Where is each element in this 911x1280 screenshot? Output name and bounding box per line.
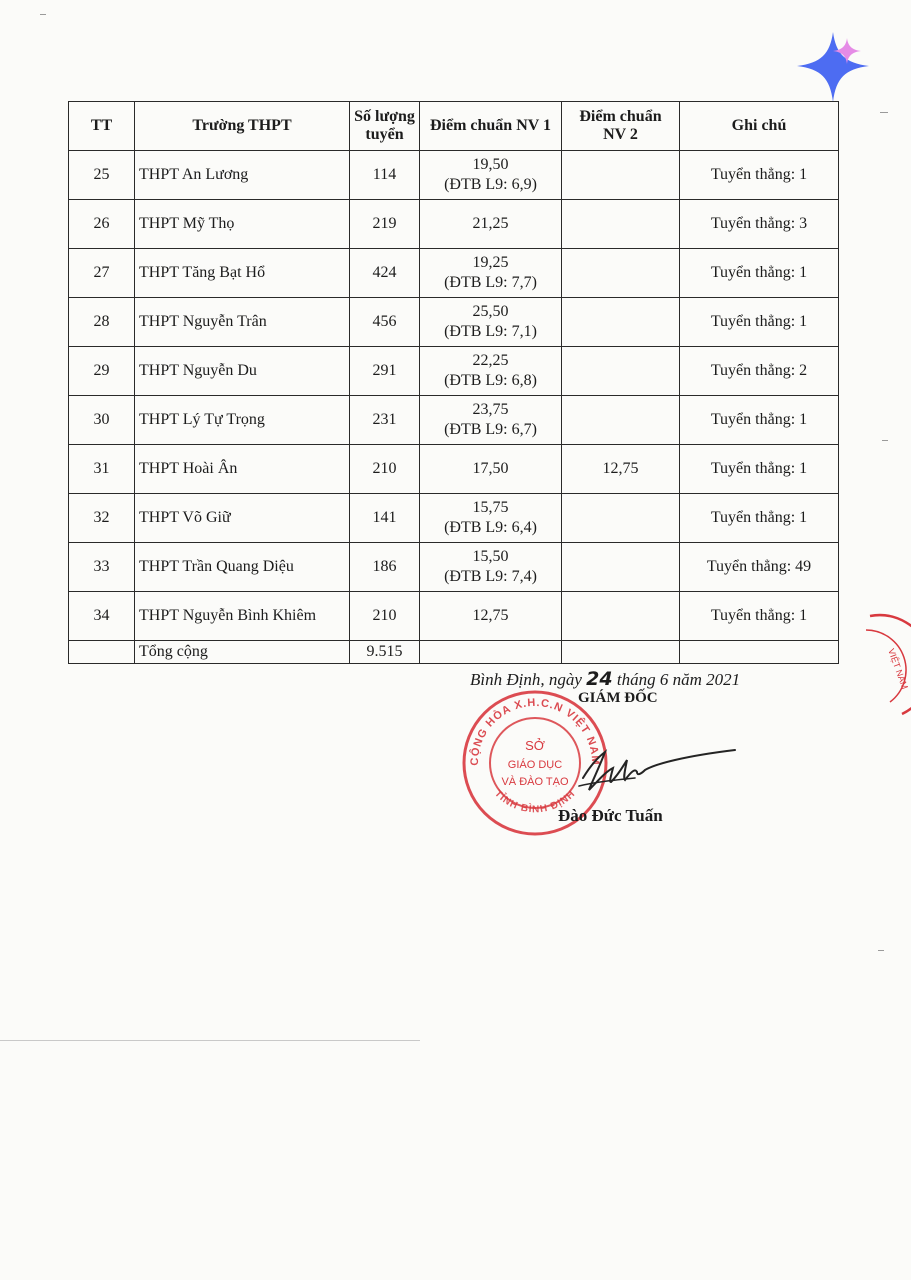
row-nv2: [562, 151, 680, 200]
header-note: Ghi chú: [680, 102, 839, 151]
row-nv1: [420, 151, 562, 200]
signer-role: GIÁM ĐỐC: [578, 690, 658, 706]
row-tt: 32: [69, 494, 135, 543]
total-label: Tổng cộng: [135, 641, 350, 664]
signer-name: Đào Đức Tuấn: [558, 806, 663, 825]
row-quota: 114: [350, 151, 420, 200]
row-nv2: [562, 200, 680, 249]
scan-mark: [880, 112, 888, 113]
row-note: Tuyển thẳng: 3: [680, 200, 839, 249]
total-quota: 9.515: [350, 641, 420, 664]
nv1-score: 17,50: [472, 460, 509, 477]
row-quota: 210: [350, 445, 420, 494]
row-note: Tuyển thẳng: 1: [680, 151, 839, 200]
table-row: [69, 543, 839, 592]
row-school: THPT Võ Giữ: [135, 494, 350, 543]
row-nv1: [420, 543, 562, 592]
header-tt: TT: [69, 102, 135, 151]
header-nv1: Điểm chuẩn NV 1: [420, 102, 562, 151]
row-note: Tuyển thẳng: 1: [680, 494, 839, 543]
row-note: Tuyển thẳng: 1: [680, 592, 839, 641]
stamp-line2: GIÁO DỤC: [507, 759, 563, 771]
row-school: THPT Trần Quang Diệu: [135, 543, 350, 592]
total-tt-cell: [69, 641, 135, 664]
scan-mark: [40, 14, 46, 15]
row-nv1: [420, 592, 562, 641]
table-header-row: [69, 102, 839, 151]
row-quota: 186: [350, 543, 420, 592]
row-note: Tuyển thẳng: 1: [680, 249, 839, 298]
row-nv1: [420, 200, 562, 249]
table-row: [69, 347, 839, 396]
stamp-line1: SỞ: [525, 738, 545, 753]
row-school: THPT An Lương: [135, 151, 350, 200]
total-note-cell: [680, 641, 839, 664]
row-nv2: [562, 298, 680, 347]
header-nv2-line2: NV 2: [603, 126, 638, 143]
nv1-gpa-note: (ĐTB L9: 6,9): [444, 176, 537, 193]
nv1-score: 23,75: [472, 401, 509, 418]
row-nv1: [420, 396, 562, 445]
edge-stamp-text: VIỆT NAM: [886, 647, 910, 691]
header-nv2-line1: Điểm chuẩn: [579, 108, 662, 125]
row-school: THPT Lý Tự Trọng: [135, 396, 350, 445]
row-nv2: [562, 494, 680, 543]
row-tt: 27: [69, 249, 135, 298]
nv1-score: 25,50: [472, 303, 509, 320]
row-note: Tuyển thẳng: 1: [680, 298, 839, 347]
partial-edge-stamp: [862, 610, 911, 720]
scan-mark: [0, 1040, 420, 1041]
row-nv2: 12,75: [562, 445, 680, 494]
scan-mark: [878, 950, 884, 951]
row-tt: 30: [69, 396, 135, 445]
header-school: Trường THPT: [135, 102, 350, 151]
row-note: Tuyển thẳng: 49: [680, 543, 839, 592]
total-nv1-cell: [420, 641, 562, 664]
row-tt: 31: [69, 445, 135, 494]
table-row: [69, 494, 839, 543]
nv1-score: 15,50: [472, 548, 509, 565]
table-row: [69, 151, 839, 200]
nv1-gpa-note: (ĐTB L9: 7,4): [444, 568, 537, 585]
row-school: THPT Tăng Bạt Hổ: [135, 249, 350, 298]
row-tt: 29: [69, 347, 135, 396]
row-nv1: [420, 298, 562, 347]
header-nv2: [562, 102, 680, 151]
total-row: [69, 641, 839, 664]
row-quota: 424: [350, 249, 420, 298]
row-tt: 28: [69, 298, 135, 347]
nv1-score: 19,25: [472, 254, 509, 271]
scan-mark: [882, 440, 888, 441]
row-tt: 34: [69, 592, 135, 641]
row-quota: 291: [350, 347, 420, 396]
nv1-gpa-note: (ĐTB L9: 7,1): [444, 323, 537, 340]
nv1-score: 22,25: [472, 352, 509, 369]
row-nv1: [420, 249, 562, 298]
stamp-bottom-text: TỈNH BÌNH ĐỊNH: [492, 788, 578, 816]
row-school: THPT Nguyễn Trân: [135, 298, 350, 347]
row-nv1: [420, 445, 562, 494]
table-row: [69, 298, 839, 347]
nv1-gpa-note: (ĐTB L9: 6,4): [444, 519, 537, 536]
row-tt: 33: [69, 543, 135, 592]
row-nv2: [562, 396, 680, 445]
header-quota-line1: Số lượng: [354, 108, 415, 125]
sparkle-icon: [795, 28, 873, 106]
table-row: [69, 396, 839, 445]
row-quota: 210: [350, 592, 420, 641]
nv1-score: 21,25: [472, 215, 509, 232]
nv1-gpa-note: (ĐTB L9: 6,7): [444, 421, 537, 438]
row-nv2: [562, 347, 680, 396]
nv1-score: 15,75: [472, 499, 509, 516]
header-quota: [350, 102, 420, 151]
row-school: THPT Mỹ Thọ: [135, 200, 350, 249]
row-nv1: [420, 347, 562, 396]
row-quota: 231: [350, 396, 420, 445]
row-school: THPT Hoài Ân: [135, 445, 350, 494]
row-tt: 25: [69, 151, 135, 200]
row-nv2: [562, 592, 680, 641]
table-row: [69, 200, 839, 249]
stamp-line3: VÀ ĐÀO TẠO: [501, 776, 569, 788]
row-note: Tuyển thẳng: 1: [680, 396, 839, 445]
handwritten-signature: [575, 738, 740, 798]
table-row: [69, 249, 839, 298]
date-prefix: Bình Định, ngày: [470, 670, 582, 689]
header-quota-line2: tuyển: [365, 126, 404, 143]
admission-score-table: [68, 101, 839, 664]
row-note: Tuyển thẳng: 1: [680, 445, 839, 494]
table-row: [69, 445, 839, 494]
nv1-score: 19,50: [472, 156, 509, 173]
nv1-score: 12,75: [472, 607, 509, 624]
stamp-top-text: CỘNG HÒA X.H.C.N VIỆT NAM: [468, 696, 602, 766]
nv1-gpa-note: (ĐTB L9: 7,7): [444, 274, 537, 291]
table-row: [69, 592, 839, 641]
row-tt: 26: [69, 200, 135, 249]
date-day: 24: [586, 668, 613, 690]
date-suffix: tháng 6 năm 2021: [616, 670, 741, 689]
row-nv1: [420, 494, 562, 543]
row-school: THPT Nguyễn Bình Khiêm: [135, 592, 350, 641]
row-quota: 456: [350, 298, 420, 347]
total-nv2-cell: [562, 641, 680, 664]
row-school: THPT Nguyễn Du: [135, 347, 350, 396]
date-line: [470, 668, 740, 690]
row-quota: 219: [350, 200, 420, 249]
row-nv2: [562, 249, 680, 298]
nv1-gpa-note: (ĐTB L9: 6,8): [444, 372, 537, 389]
row-nv2: [562, 543, 680, 592]
row-note: Tuyển thẳng: 2: [680, 347, 839, 396]
row-quota: 141: [350, 494, 420, 543]
